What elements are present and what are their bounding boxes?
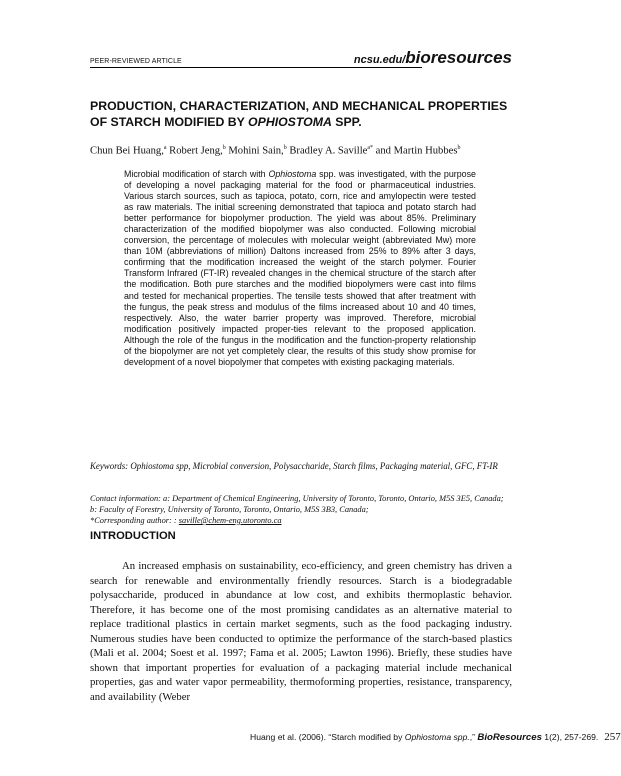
introduction-body bbox=[90, 559, 512, 704]
contact-information bbox=[90, 493, 512, 526]
abstract-part-1: Microbial modification of starch with bbox=[124, 169, 269, 179]
author-name: and Martin Hubbes bbox=[373, 145, 458, 157]
author-affiliation-mark: b bbox=[283, 145, 287, 151]
keywords-label: Keywords: bbox=[90, 461, 129, 471]
author-list bbox=[90, 145, 520, 157]
author-affiliation-mark: a bbox=[163, 145, 167, 151]
article-title bbox=[90, 98, 520, 130]
intro-paragraph: An increased emphasis on sustainability, eco-efficiency, and green chemistry has driven a search for renewable and environmentally friendly resources. Starch is a biodegradable polysaccharide, produced in abundance at low cost, and exhibits thermoplastic behavior. Therefore, it has become one of the most promising candidates as an alternative material to replace traditional plastics in certain market segments, such as the food packaging industry. Numerous studies have been conducted to optimize the performance of the starch-based plastics (Mali et al. 2004; Soest et al. 1997; Fama et al. 2005; Lawton 1996). Briefly, these studies have shown that important properties for evaluation of a packaging material include mechanical properties, gas and water vapor permeability, thermoforming properties, resistance, transparency, and availability (Weber bbox=[90, 560, 512, 703]
author-name: Mohini Sain, bbox=[225, 145, 284, 157]
author-affiliation-mark: b bbox=[457, 145, 461, 151]
brand-prefix: ncsu.edu/ bbox=[353, 54, 406, 66]
page-footer bbox=[250, 731, 621, 743]
abstract-text bbox=[124, 169, 476, 368]
citation-pre: Huang et al. (2006). “Starch modified by bbox=[250, 732, 405, 742]
citation-genus: Ophiostoma spp. bbox=[404, 732, 470, 742]
author-name: Robert Jeng, bbox=[166, 145, 223, 157]
journal-name: BioResources bbox=[477, 732, 542, 743]
abstract bbox=[124, 169, 476, 368]
abstract-part-2: spp. was investigated, with the purpose of developing a novel packaging material for the food or pharmaceutical industries. Various starch sources, such as tapioca, potato, corn, rice and amylopectin were tested as raw materials. The initial screening demonstrated that tapioca and potato starch had better performance for biopolymer production. The yield was about 85%. Preliminary characterization of the modified biopolymer was also conducted. Following microbial conversion, the percentage of molecules with molecular weight (abbreviated Mw) more than 10M (abbreviations of million) Daltons increased from 25% to 89% after 3 days, confirming that the modification increased the weight of the starch polymer. Fourier Transform Infrared (FT-IR) revealed changes in the chemical structure of the starch after the modification. Both pure starches and the modified biopolymers were cast into films and tested for mechanical properties. The tensile tests showed that after treatment with the fungus, the peak stress and modulus of the films increased about 10 and 40 times, respectively. Also, the water barrier property was improved. Therefore, microbial modification positively impacted proper-ties relevant to the proposed application. Although the role of the fungus in the modification and the function-property relationship of the biopolymer are not yet completely clear, the results of this study show promise for development of a novel biopolymer that competes with existing packaging materials. bbox=[124, 169, 476, 367]
author-affiliation-mark: b bbox=[222, 145, 226, 151]
keywords bbox=[90, 461, 512, 472]
citation-post: ,” bbox=[469, 732, 478, 742]
corresponding-author-label: *Corresponding author: : bbox=[90, 516, 179, 525]
author-affiliation-mark: a* bbox=[367, 145, 374, 151]
article-type-label: PEER-REVIEWED ARTICLE bbox=[90, 58, 182, 65]
brand-main: bioresources bbox=[405, 48, 512, 67]
citation-volume: 1(2), 257-269. bbox=[541, 732, 599, 742]
keywords-text: Ophiostoma spp, Microbial conversion, Polysaccharide, Starch films, Packaging material, GFC, FT-IR bbox=[130, 461, 498, 471]
journal-brand-link[interactable] bbox=[354, 48, 512, 68]
running-header bbox=[90, 48, 512, 70]
email-link[interactable]: saville@chem-eng.utoronto.ca bbox=[178, 516, 282, 525]
section-heading-introduction: INTRODUCTION bbox=[90, 530, 176, 542]
title-genus: OPHIOSTOMA bbox=[248, 115, 332, 129]
author-name: Chun Bei Huang, bbox=[90, 145, 164, 157]
title-suffix: SPP. bbox=[335, 115, 362, 129]
title-text: PRODUCTION, CHARACTERIZATION, AND MECHANICAL PROPERTIES OF STARCH MODIFIED BY bbox=[90, 99, 508, 129]
page-number: 257 bbox=[604, 731, 621, 743]
contact-text: Contact information: a: Department of Chemical Engineering, University of Toronto, Toronto, Ontario, M5S 3E5, Canada; b: Faculty of Forestry, University of Toronto, Toronto, Ontario, M5S 3B3, Canada; bbox=[90, 494, 504, 514]
abstract-genus: Ophiostoma bbox=[268, 169, 317, 179]
author-name: Bradley A. Saville bbox=[286, 145, 368, 157]
